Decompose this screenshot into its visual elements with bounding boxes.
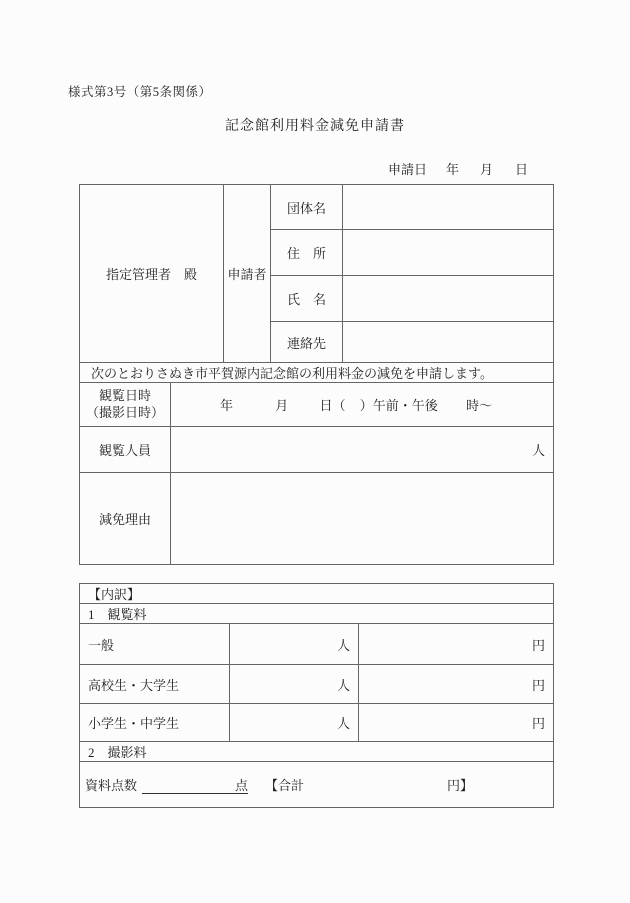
yen-unit-label: 円 <box>532 716 546 731</box>
application-date-label: 申請日 <box>388 162 428 177</box>
people-unit-label: 人 <box>336 637 350 653</box>
form-number: 様式第3号（第5条関係） <box>68 85 212 99</box>
viewing-datetime-label <box>80 383 171 427</box>
name-label: 氏 名 <box>271 276 343 322</box>
general-amount-input-cell[interactable] <box>359 624 554 665</box>
people-unit-label: 人 <box>336 716 350 731</box>
application-date-line <box>388 159 528 178</box>
breakdown-title-row: 【内訳】 <box>80 584 554 604</box>
datetime-day-open-label: 日（ <box>319 398 346 413</box>
viewing-datetime-label-line1: 観覧日時 <box>98 387 151 403</box>
highschool-people-input-cell[interactable] <box>230 665 359 704</box>
datetime-year-label: 年 <box>220 398 234 413</box>
category-general-label: 一般 <box>80 624 230 665</box>
general-people-input-cell[interactable] <box>230 624 359 665</box>
viewing-datetime-input-cell[interactable] <box>171 383 554 427</box>
materials-unit-label: 点 <box>235 777 249 793</box>
address-input-cell[interactable] <box>343 230 554 276</box>
reduction-reason-label: 減免理由 <box>80 473 171 565</box>
datetime-hour-label: 時～ <box>466 398 493 413</box>
datetime-month-label: 月 <box>275 398 289 413</box>
address-label: 住 所 <box>271 230 343 276</box>
highschool-amount-input-cell[interactable] <box>359 665 554 704</box>
viewing-people-unit: 人 <box>532 443 546 458</box>
section-viewing-fee-row: 1 観覧料 <box>80 604 554 624</box>
total-close-label: 円】 <box>447 777 474 793</box>
elementary-amount-input-cell[interactable] <box>359 704 554 742</box>
yen-unit-label: 円 <box>532 637 546 653</box>
applicant-label-cell: 申請者 <box>224 185 271 363</box>
section-photo-fee-row: 2 撮影料 <box>80 742 554 762</box>
viewing-datetime-label-line2: （撮影日時） <box>85 404 164 420</box>
page-title: 記念館利用料金減免申請書 <box>225 119 405 134</box>
applicant-table <box>79 184 554 565</box>
materials-count-input-line[interactable] <box>142 779 248 794</box>
name-input-cell[interactable] <box>343 276 554 322</box>
addressee-cell: 指定管理者 殿 <box>80 185 224 363</box>
elementary-people-input-cell[interactable] <box>230 704 359 742</box>
viewing-people-input-cell[interactable] <box>171 427 554 473</box>
total-open-label: 【合計 <box>265 777 305 793</box>
group-name-input-cell[interactable] <box>343 185 554 230</box>
materials-count-label: 資料点数 <box>85 777 138 793</box>
breakdown-table <box>79 583 554 808</box>
date-year-label: 年 <box>446 162 460 177</box>
reduction-reason-input-cell[interactable] <box>171 473 554 565</box>
group-name-label: 団体名 <box>271 185 343 230</box>
date-month-label: 月 <box>480 162 494 177</box>
category-elementary-junior-label: 小学生・中学生 <box>80 704 230 742</box>
datetime-ampm-label: ）午前・午後 <box>359 398 438 413</box>
declaration-row: 次のとおりさぬき市平賀源内記念館の利用料金の減免を申請します。 <box>80 363 554 383</box>
category-highschool-college-label: 高校生・大学生 <box>80 665 230 704</box>
date-day-label: 日 <box>515 162 529 177</box>
materials-row <box>80 762 554 808</box>
contact-label: 連絡先 <box>271 322 343 363</box>
viewing-people-label: 観覧人員 <box>80 427 171 473</box>
contact-input-cell[interactable] <box>343 322 554 363</box>
people-unit-label: 人 <box>336 677 350 693</box>
yen-unit-label: 円 <box>532 677 546 693</box>
